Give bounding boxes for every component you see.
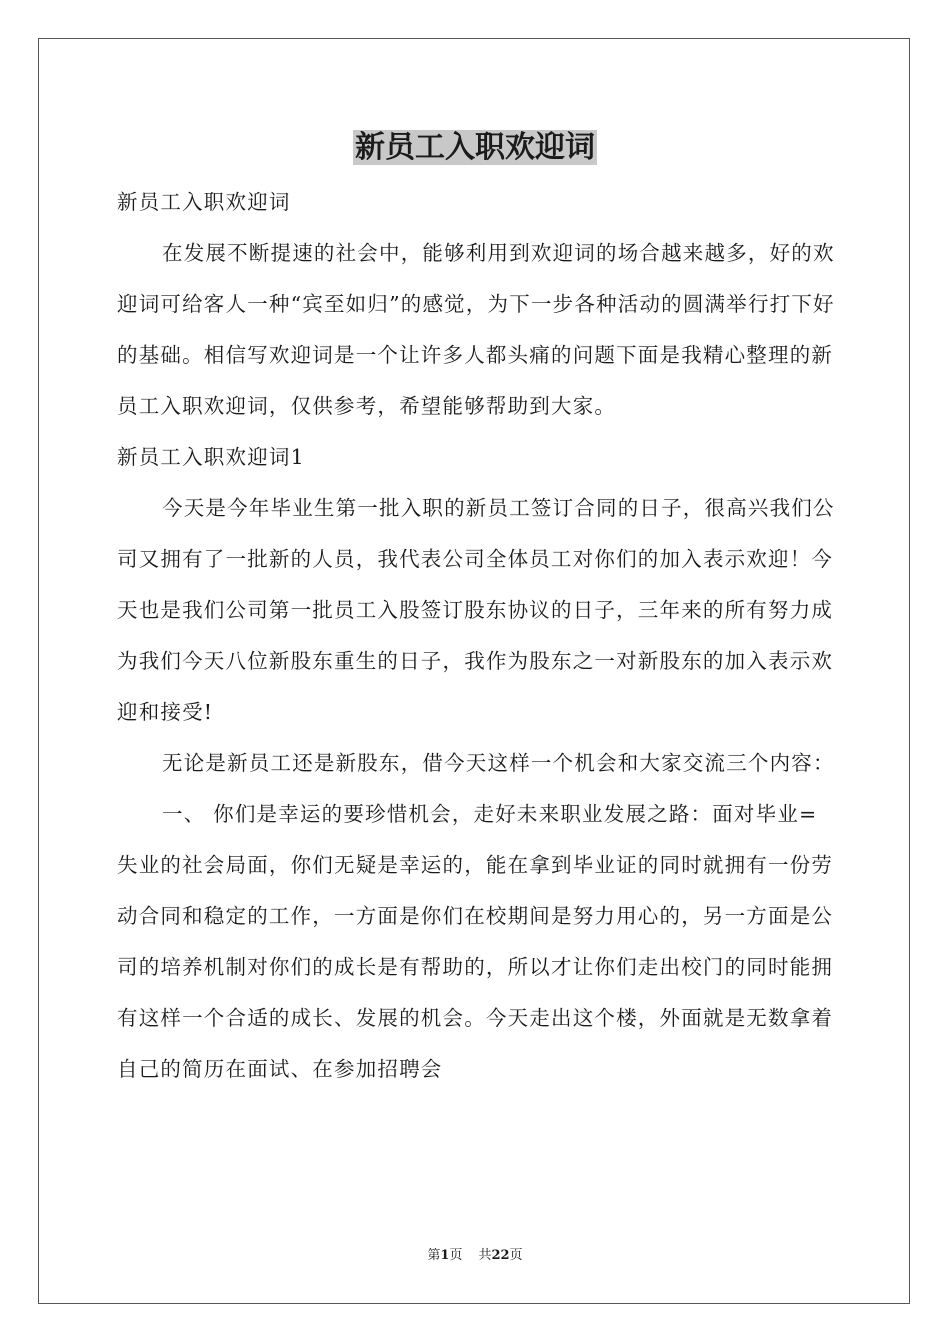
paragraph: 无论是新员工还是新股东，借今天这样一个机会和大家交流三个内容： [162,751,835,775]
paragraph: 在发展不断提速的社会中，能够利用到欢迎词的场合越来越多，好的欢迎词可给客人一种“宾至如归”的感觉，为下一步各种活动的圆满举行打下好的基础。相信写欢迎词是一个让许多人都头痛的问题下面是我精心整理的新员工入职欢迎词，仅供参考，希望能够帮助到大家。 [117,241,835,418]
paragraph: 新员工入职欢迎词1 [117,445,305,469]
document-body [117,177,835,1095]
total-prefix: 共 [478,1248,492,1263]
page-current: 1 [440,1248,450,1263]
page-prefix: 第 [427,1248,441,1263]
paragraph: 一、 你们是幸运的要珍惜机会，走好未来职业发展之路：面对毕业=失业的社会局面，你们无疑是幸运的，能在拿到毕业证的同时就拥有一份劳动合同和稳定的工作，一方面是你们在校期间是努力用心的，另一方面是公司的培养机制对你们的成长是有帮助的，所以才让你们走出校门的同时能拥有这样一个合适的成长、发展的机会。今天走出这个楼，外面就是无数拿着自己的简历在面试、在参加招聘会 [117,802,834,1081]
total-suffix: 页 [509,1248,523,1263]
page-total: 22 [491,1248,510,1263]
page-footer [0,1247,950,1265]
document-title-text: 新员工入职欢迎词 [355,130,595,165]
page-suffix: 页 [449,1248,463,1263]
paragraph: 新员工入职欢迎词 [117,190,291,214]
paragraph: 今天是今年毕业生第一批入职的新员工签订合同的日子，很高兴我们公司又拥有了一批新的人员，我代表公司全体员工对你们的加入表示欢迎！今天也是我们公司第一批员工入股签订股东协议的日子，三年来的所有努力成为我们今天八位新股东重生的日子，我作为股东之一对新股东的加入表示欢迎和接受! [117,496,835,724]
document-title [0,128,950,168]
